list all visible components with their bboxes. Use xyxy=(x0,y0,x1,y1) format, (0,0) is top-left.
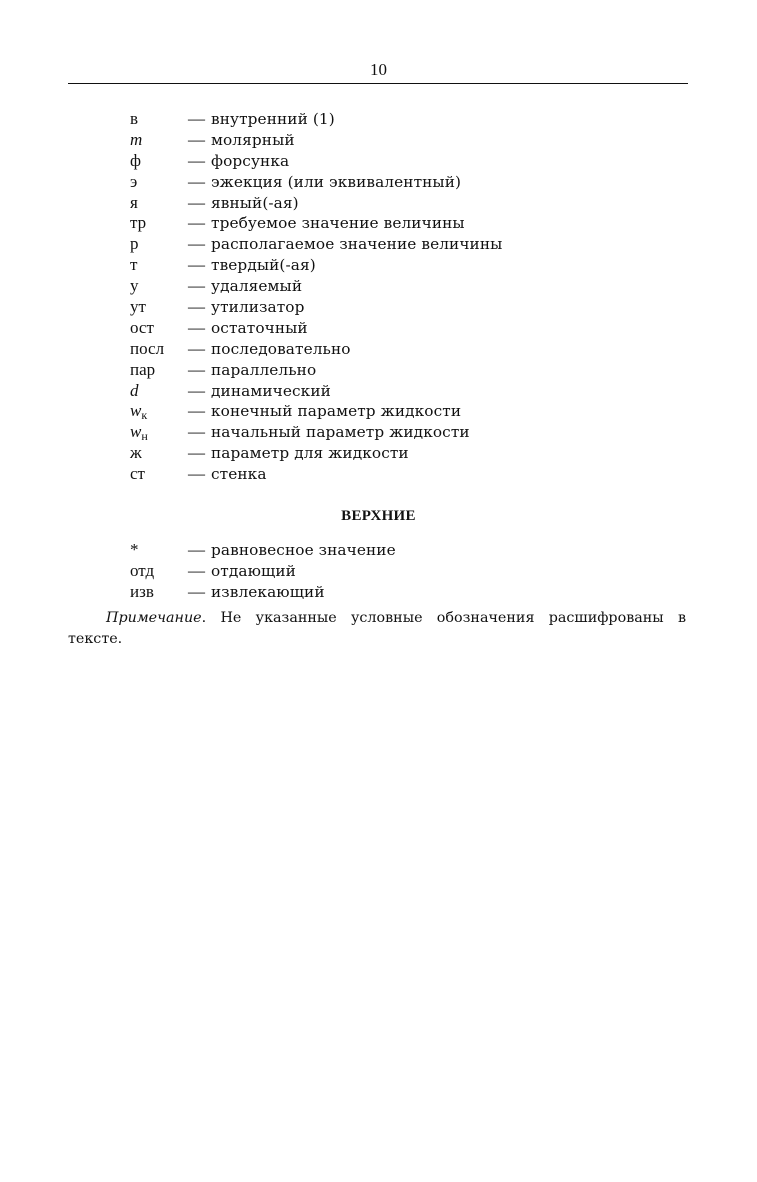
notation-row xyxy=(130,561,690,582)
em-dash: — xyxy=(188,443,205,463)
em-dash: — xyxy=(188,234,205,254)
notation-row xyxy=(130,443,690,464)
notation-row xyxy=(130,276,690,297)
symbol-base: э xyxy=(130,171,138,191)
em-dash: — xyxy=(188,129,205,149)
notation-row xyxy=(130,193,690,214)
notation-symbol xyxy=(130,109,188,130)
symbol-subscript: н xyxy=(141,429,148,444)
notation-row xyxy=(130,381,690,402)
symbol-base: d xyxy=(130,380,139,400)
symbol-base: ут xyxy=(130,297,146,317)
symbol-base: тр xyxy=(130,213,147,233)
notation-row xyxy=(130,172,690,193)
symbol-base: р xyxy=(130,234,139,254)
em-dash: — xyxy=(188,171,205,191)
notation-row xyxy=(130,109,690,130)
notation-description: располагаемое значение величины xyxy=(211,235,503,254)
notation-row xyxy=(130,318,690,339)
notation-symbol xyxy=(130,193,188,214)
em-dash: — xyxy=(188,317,205,337)
em-dash: — xyxy=(188,581,205,601)
superscripts-list xyxy=(130,540,690,603)
notation-description: молярный xyxy=(211,130,295,149)
symbol-base: w xyxy=(130,422,142,442)
em-dash: — xyxy=(188,464,205,484)
notation-row xyxy=(130,339,690,360)
notation-description: равновесное значение xyxy=(211,541,396,559)
notation-row xyxy=(130,213,690,234)
notation-symbol xyxy=(130,318,188,339)
notation-row xyxy=(130,360,690,381)
notation-description: параллельно xyxy=(211,360,317,379)
notation-symbol xyxy=(130,561,188,582)
note-label: Примечание xyxy=(106,610,202,626)
em-dash: — xyxy=(188,560,205,580)
header-rule xyxy=(68,83,688,84)
notation-row xyxy=(130,234,690,255)
em-dash: — xyxy=(188,380,205,400)
notation-row xyxy=(130,297,690,318)
symbol-base: я xyxy=(130,192,138,212)
notation-row xyxy=(130,540,690,561)
em-dash: — xyxy=(188,401,205,421)
notation-description: твердый(-ая) xyxy=(211,256,316,275)
notation-description: начальный параметр жидкости xyxy=(211,423,470,442)
symbol-base: m xyxy=(130,129,143,149)
notation-row xyxy=(130,151,690,172)
notation-row xyxy=(130,130,690,151)
em-dash: — xyxy=(188,192,205,212)
notation-description: конечный параметр жидкости xyxy=(211,402,462,421)
symbol-base: ф xyxy=(130,150,142,170)
em-dash: — xyxy=(188,276,205,296)
em-dash: — xyxy=(188,297,205,317)
notation-description: последовательно xyxy=(211,339,351,358)
symbol-base: отд xyxy=(130,560,155,580)
em-dash: — xyxy=(188,255,205,275)
em-dash: — xyxy=(188,150,205,170)
notation-symbol xyxy=(130,297,188,318)
symbol-base: изв xyxy=(130,581,154,601)
em-dash: — xyxy=(188,540,205,559)
em-dash: — xyxy=(188,422,205,442)
symbol-base: * xyxy=(130,540,139,559)
notation-row xyxy=(130,582,690,603)
notation-symbol xyxy=(130,360,188,381)
notation-row xyxy=(130,255,690,276)
notation-symbol xyxy=(130,443,188,464)
notation-description: динамический xyxy=(211,381,331,400)
notation-description: удаляемый xyxy=(211,277,303,296)
notation-symbol xyxy=(130,464,188,485)
symbol-subscript: к xyxy=(141,408,148,423)
notation-symbol xyxy=(130,234,188,255)
notation-symbol xyxy=(130,276,188,297)
notation-symbol xyxy=(130,381,188,402)
notation-row xyxy=(130,401,690,422)
section-title-superscripts: ВЕРХНИЕ xyxy=(341,508,416,524)
notation-symbol xyxy=(130,582,188,603)
notation-description: внутренний (1) xyxy=(211,110,335,128)
notation-symbol xyxy=(130,540,188,561)
note-text: . Не указанные условные обозначения расшифрованы в тексте. xyxy=(68,610,686,647)
em-dash: — xyxy=(188,213,205,233)
subscripts-list xyxy=(130,109,690,485)
notation-description: эжекция (или эквивалентный) xyxy=(211,172,462,191)
notation-symbol xyxy=(130,151,188,172)
page-number: 10 xyxy=(370,60,387,79)
symbol-base: пар xyxy=(130,359,156,379)
symbol-base: у xyxy=(130,276,139,296)
symbol-base: в xyxy=(130,109,139,128)
note-paragraph xyxy=(68,608,686,650)
symbol-base: посл xyxy=(130,338,165,358)
notation-description: извлекающий xyxy=(211,582,325,601)
notation-description: остаточный xyxy=(211,318,308,337)
symbol-base: ст xyxy=(130,464,145,484)
notation-description: стенка xyxy=(211,465,267,484)
notation-symbol xyxy=(130,422,188,443)
symbol-base: w xyxy=(130,401,142,421)
notation-description: параметр для жидкости xyxy=(211,444,409,463)
em-dash: — xyxy=(188,359,205,379)
notation-symbol xyxy=(130,401,188,422)
notation-symbol xyxy=(130,172,188,193)
symbol-base: ж xyxy=(130,443,142,463)
notation-symbol xyxy=(130,255,188,276)
notation-description: утилизатор xyxy=(211,298,305,317)
symbol-base: т xyxy=(130,255,138,275)
notation-row xyxy=(130,464,690,485)
em-dash: — xyxy=(188,338,205,358)
notation-description: форсунка xyxy=(211,151,290,170)
notation-symbol xyxy=(130,213,188,234)
notation-description: отдающий xyxy=(211,561,296,580)
notation-symbol xyxy=(130,339,188,360)
notation-description: требуемое значение величины xyxy=(211,214,465,233)
notation-row xyxy=(130,422,690,443)
notation-description: явный(-ая) xyxy=(211,193,299,212)
symbol-base: ост xyxy=(130,317,154,337)
em-dash: — xyxy=(188,109,205,128)
notation-symbol xyxy=(130,130,188,151)
